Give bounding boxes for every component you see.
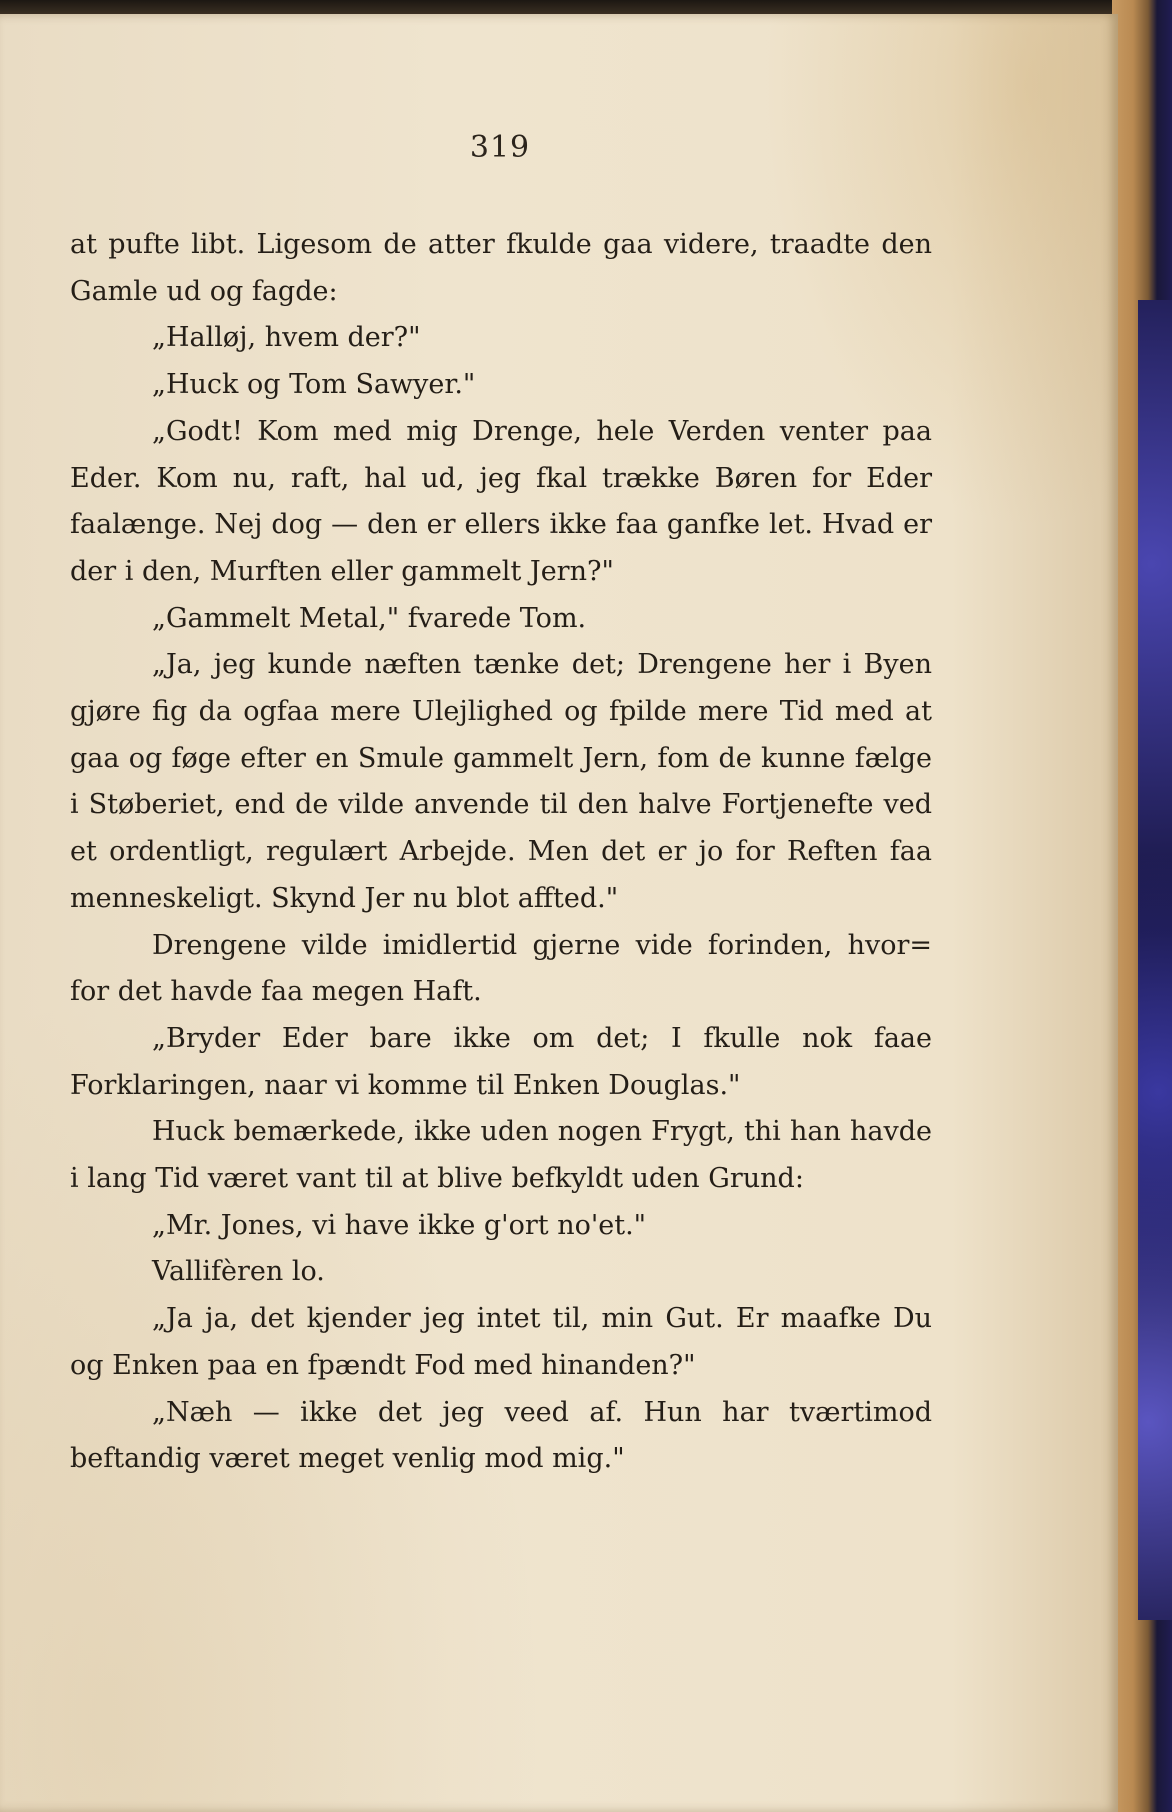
page-number: 319 [469,130,531,165]
paragraph: Vallifèren lo. [152,1256,325,1288]
marbled-cover [1138,300,1172,1620]
book-page [0,14,1118,1812]
paragraph: Huck bemærkede, ikke uden nogen Frygt, thi han havde i lang Tid været vant til at blive befkyldt uden Grund: [70,1116,932,1195]
paragraph: Drengene vilde imidlertid gjerne vide forinden, hvor= for det havde faa megen Haft. [70,929,932,1008]
paragraph: at pufte libt. Ligesom de atter fkulde gaa videre, traadte den Gamle ud og fagde: [70,229,932,307]
paragraph: „Ja ja, det kjender jeg intet til, min Gut. Er maafke Du og Enken paa en fpændt Fod med hinanden?" [70,1303,932,1381]
paragraph: „Gammelt Metal," fvarede Tom. [152,602,587,634]
paragraph: „Ja, jeg kunde næften tænke det; Drengene her i Byen gjøre fig da ogfaa mere Ulejlighed og fpilde mere Tid med at gaa og føge efter en Smule gammelt Jern, fom de kunne fælge i Støberiet, end de vilde anvende til den halve Fortjenefte ved et ordentligt, regulært Arbejde. Men det er jo for Reften faa menneskeligt. Skynd Jer nu blot affted." [70,649,932,914]
paragraph: „Bryder Eder bare ikke om det; I fkulle nok faae Forklaringen, naar vi komme til Enken Douglas." [70,1022,932,1101]
paragraph: „Huck og Tom Sawyer." [152,369,476,401]
scan-top-edge [0,0,1172,14]
paragraph: „Mr. Jones, vi have ikke g'ort no'et." [152,1209,647,1241]
body-text [70,222,932,1483]
paragraph: „Godt! Kom med mig Drenge, hele Verden venter paa Eder. Kom nu, raft, hal ud, jeg fkal trække Børen for Eder faalænge. Nej dog — den er ellers ikke faa ganfke let. Hvad er der i den, Murften eller gammelt Jern?" [70,415,932,587]
paragraph: „Næh — ikke det jeg veed af. Hun har tværtimod beftandig været meget venlig mod mig." [70,1396,932,1475]
paragraph: „Halløj, hvem der?" [152,322,421,354]
